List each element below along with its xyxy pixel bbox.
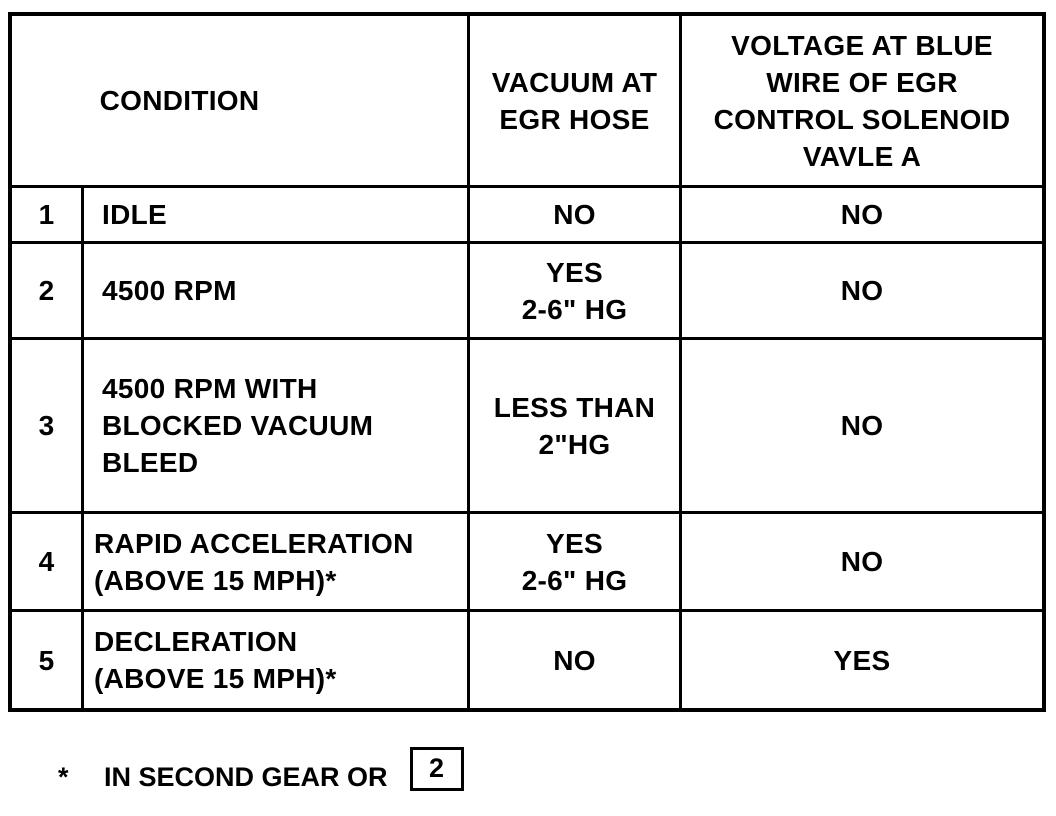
row-3-condition: 4500 RPM WITH BLOCKED VACUUM BLEED (84, 340, 470, 514)
row-4-condition: RAPID ACCELERATION (ABOVE 15 MPH)* (84, 514, 470, 612)
footnote-text: IN SECOND GEAR OR (104, 762, 388, 792)
row-1-voltage: NO (682, 188, 1042, 244)
header-condition: CONDITION (12, 16, 470, 188)
row-3-vacuum: LESS THAN 2"HG (470, 340, 682, 514)
row-3-number: 3 (12, 340, 84, 514)
footnote-marker: * (58, 762, 69, 792)
footnote (58, 753, 464, 793)
row-3-voltage: NO (682, 340, 1042, 514)
row-2-number: 2 (12, 244, 84, 340)
egr-test-table (8, 12, 1046, 712)
header-vacuum: VACUUM AT EGR HOSE (470, 16, 682, 188)
row-5-number: 5 (12, 612, 84, 708)
row-5-condition: DECLERATION (ABOVE 15 MPH)* (84, 612, 470, 708)
row-5-voltage: YES (833, 644, 891, 676)
header-voltage: VOLTAGE AT BLUE WIRE OF EGR CONTROL SOLENOID VAVLE A (682, 16, 1042, 188)
row-2-condition: 4500 RPM (84, 244, 470, 340)
row-4-voltage: NO (682, 514, 1042, 612)
row-1-vacuum: NO (470, 188, 682, 244)
row-4-number: 4 (12, 514, 84, 612)
row-5-vacuum: NO (470, 612, 682, 708)
row-2-voltage: NO (682, 244, 1042, 340)
gear-number-box: 2 (410, 747, 464, 791)
row-4-vacuum: YES 2-6" HG (470, 514, 682, 612)
row-1-condition: IDLE (84, 188, 470, 244)
row-2-vacuum: YES 2-6" HG (470, 244, 682, 340)
row-1-number: 1 (12, 188, 84, 244)
